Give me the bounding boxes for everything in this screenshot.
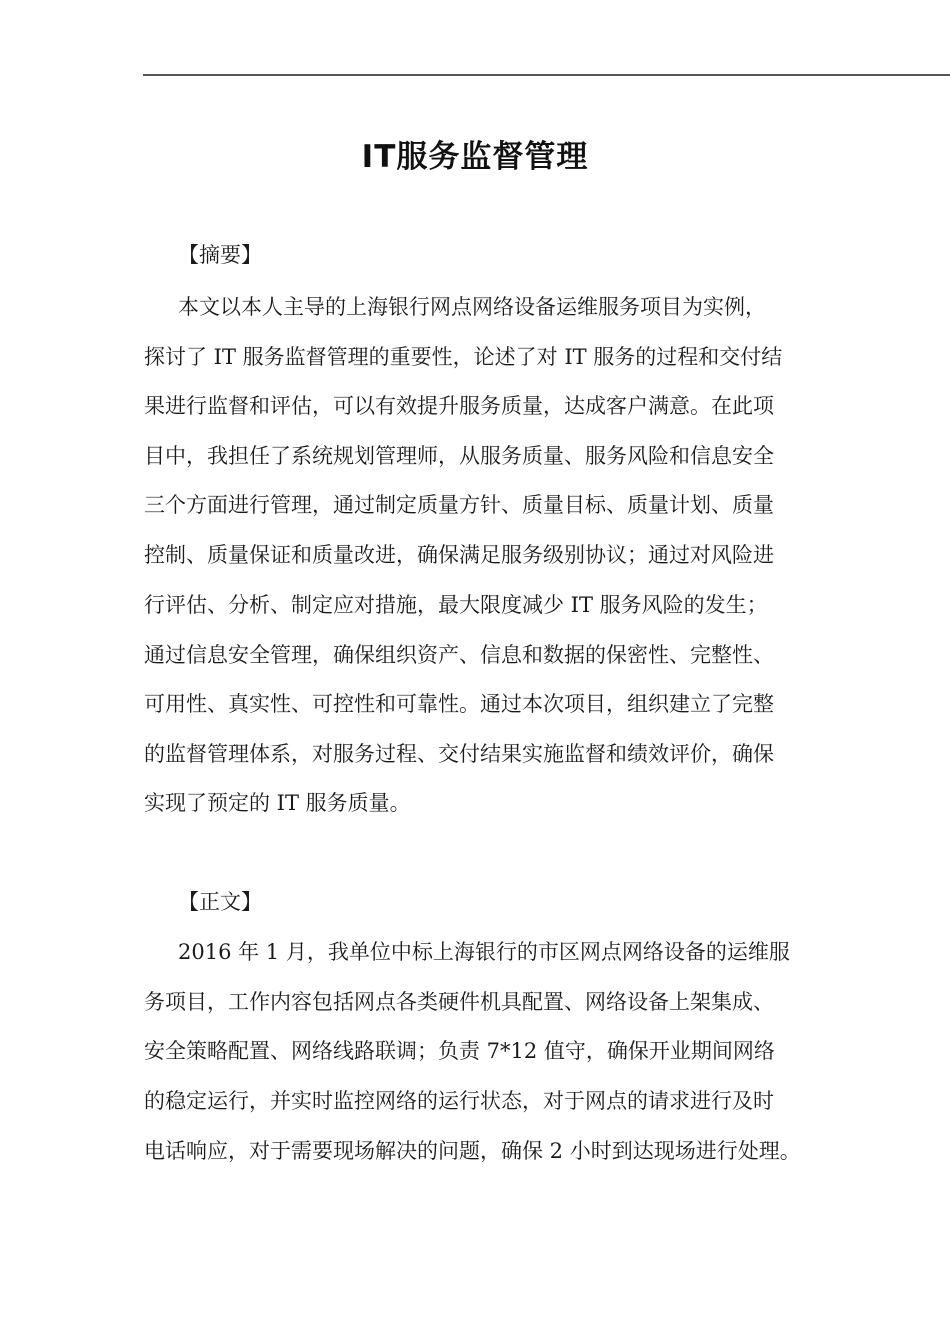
- abstract-line: 控制、质量保证和质量改进，确保满足服务级别协议；通过对风险进: [144, 543, 774, 567]
- abstract-line: 探讨了 IT 服务监督管理的重要性，论述了对 IT 服务的过程和交付结: [144, 345, 783, 369]
- abstract-line: 三个方面进行管理，通过制定质量方针、质量目标、质量计划、质量: [144, 493, 774, 517]
- abstract-heading: 【摘要】: [178, 243, 262, 267]
- abstract-line: 实现了预定的 IT 服务质量。: [144, 791, 411, 815]
- document-title: IT服务监督管理: [361, 139, 589, 175]
- abstract-line: 通过信息安全管理，确保组织资产、信息和数据的保密性、完整性、: [144, 643, 774, 667]
- abstract-line: 本文以本人主导的上海银行网点网络设备运维服务项目为实例，: [178, 295, 766, 319]
- header-rule: [143, 74, 950, 76]
- abstract-line: 的监督管理体系，对服务过程、交付结果实施监督和绩效评价，确保: [144, 742, 774, 766]
- body-line: 2016 年 1 月，我单位中标上海银行的市区网点网络设备的运维服: [178, 940, 790, 964]
- abstract-line: 可用性、真实性、可控性和可靠性。通过本次项目，组织建立了完整: [144, 692, 774, 716]
- body-line: 安全策略配置、网络线路联调；负责 7*12 值守，确保开业期间网络: [144, 1039, 775, 1063]
- abstract-line: 目中，我担任了系统规划管理师，从服务质量、服务风险和信息安全: [144, 444, 774, 468]
- abstract-line: 行评估、分析、制定应对措施，最大限度减少 IT 服务风险的发生；: [144, 593, 768, 617]
- abstract-line: 果进行监督和评估，可以有效提升服务质量，达成客户满意。在此项: [144, 394, 774, 418]
- body-line: 务项目，工作内容包括网点各类硬件机具配置、网络设备上架集成、: [144, 990, 774, 1014]
- body-line: 电话响应，对于需要现场解决的问题，确保 2 小时到达现场进行处理。: [144, 1139, 801, 1163]
- body-heading: 【正文】: [178, 890, 262, 914]
- body-line: 的稳定运行，并实时监控网络的运行状态，对于网点的请求进行及时: [144, 1089, 774, 1113]
